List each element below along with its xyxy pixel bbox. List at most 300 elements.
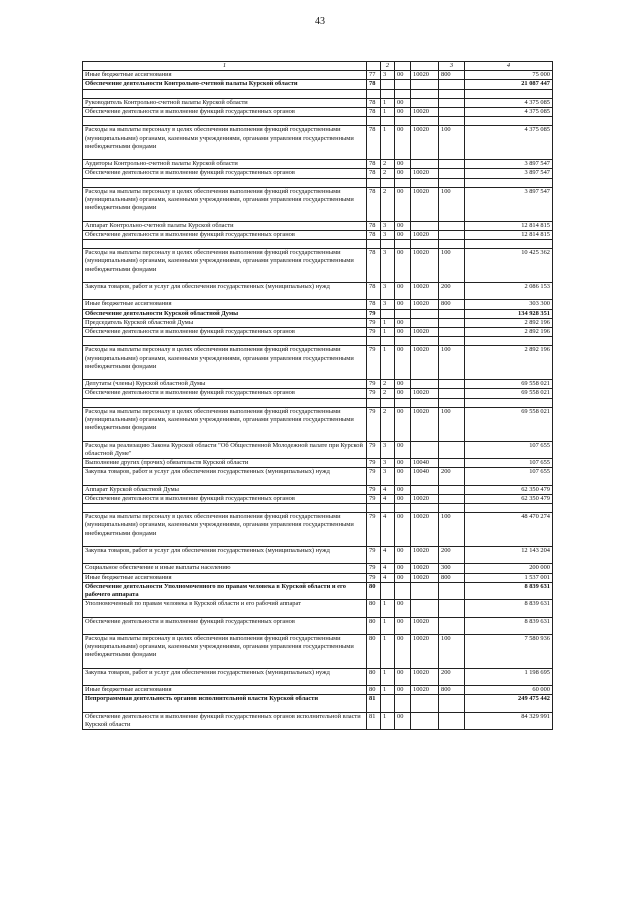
- row-code-c-cell: 00: [395, 300, 411, 309]
- row-expense-type-cell: [439, 712, 465, 729]
- row-code-c-cell: 00: [395, 346, 411, 380]
- table-row: [83, 71, 553, 80]
- row-name-cell: Непрограммная деятельность органов исполнительной власти Курской области: [83, 695, 367, 712]
- table-row: [83, 187, 553, 221]
- row-code-a-cell: 79: [367, 318, 381, 327]
- table-row: [83, 503, 553, 512]
- row-expense-type-cell: 800: [439, 71, 465, 80]
- table-row: [83, 485, 553, 494]
- row-code-c-cell: 00: [395, 187, 411, 221]
- row-code-b-cell: 3: [381, 221, 395, 230]
- row-expense-type-cell: 200: [439, 282, 465, 299]
- row-code-c-cell: 00: [395, 600, 411, 617]
- row-expense-type-cell: 200: [439, 546, 465, 563]
- table-row: [83, 712, 553, 729]
- row-amount-cell: 200 000: [465, 564, 553, 573]
- row-code-a-cell: 79: [367, 546, 381, 563]
- row-amount-cell: 4 375 085: [465, 108, 553, 117]
- header-col-2d: [411, 62, 439, 71]
- row-code-c-cell: 00: [395, 221, 411, 230]
- table-row: [83, 668, 553, 685]
- row-expense-type-cell: 100: [439, 249, 465, 283]
- row-expense-type-cell: [439, 380, 465, 389]
- row-name-cell: Расходы на выплаты персоналу в целях обеспечения выполнения функций государственными (муниципальными) органами, казенными учреждениями, органами управления государственными внебюджетными фондами: [83, 126, 367, 160]
- row-name-cell: Обеспечение деятельности и выполнение функций государственных органов исполнительной власти Курской области: [83, 712, 367, 729]
- row-code-c-cell: 00: [395, 169, 411, 178]
- row-code-c-cell: [395, 80, 411, 89]
- row-code-a-cell: 81: [367, 695, 381, 712]
- row-code-d-cell: 10020: [411, 494, 439, 503]
- row-amount-cell: [465, 398, 553, 407]
- row-code-d-cell: 10040: [411, 458, 439, 467]
- row-amount-cell: [465, 337, 553, 346]
- row-name-cell: Иные бюджетные ассигнования: [83, 300, 367, 309]
- row-code-a-cell: 78: [367, 126, 381, 160]
- row-code-b-cell: 4: [381, 494, 395, 503]
- row-code-c-cell: [395, 398, 411, 407]
- row-code-b-cell: 3: [381, 249, 395, 283]
- row-code-a-cell: 79: [367, 485, 381, 494]
- row-code-d-cell: [411, 221, 439, 230]
- row-code-d-cell: 10020: [411, 230, 439, 239]
- table-row: [83, 617, 553, 634]
- row-expense-type-cell: [439, 617, 465, 634]
- row-code-b-cell: 3: [381, 230, 395, 239]
- row-name-cell: Социальное обеспечение и иные выплаты населению: [83, 564, 367, 573]
- row-code-b-cell: [381, 178, 395, 187]
- row-code-c-cell: 00: [395, 380, 411, 389]
- row-expense-type-cell: [439, 178, 465, 187]
- row-expense-type-cell: [439, 239, 465, 248]
- row-code-d-cell: [411, 380, 439, 389]
- row-code-d-cell: [411, 398, 439, 407]
- table-row: [83, 398, 553, 407]
- row-code-a-cell: 80: [367, 634, 381, 668]
- row-expense-type-cell: [439, 389, 465, 398]
- row-code-a-cell: [367, 337, 381, 346]
- row-expense-type-cell: [439, 309, 465, 318]
- row-expense-type-cell: 100: [439, 126, 465, 160]
- row-code-a-cell: 78: [367, 300, 381, 309]
- table-row: [83, 221, 553, 230]
- row-code-c-cell: 00: [395, 389, 411, 398]
- row-amount-cell: 12 143 204: [465, 546, 553, 563]
- row-code-b-cell: 1: [381, 126, 395, 160]
- row-name-cell: Закупка товаров, работ и услуг для обеспечения государственных (муниципальных) нужд: [83, 546, 367, 563]
- row-code-c-cell: [395, 117, 411, 126]
- row-code-c-cell: 00: [395, 513, 411, 547]
- row-expense-type-cell: 800: [439, 300, 465, 309]
- row-code-a-cell: 79: [367, 573, 381, 582]
- row-amount-cell: 60 000: [465, 686, 553, 695]
- row-code-c-cell: 00: [395, 126, 411, 160]
- table-row: [83, 468, 553, 485]
- row-code-d-cell: 10020: [411, 686, 439, 695]
- row-code-d-cell: [411, 309, 439, 318]
- row-name-cell: Обеспечение деятельности и выполнение функций государственных органов: [83, 169, 367, 178]
- row-code-d-cell: 10020: [411, 71, 439, 80]
- row-code-d-cell: [411, 117, 439, 126]
- row-code-b-cell: 1: [381, 98, 395, 107]
- row-name-cell: [83, 337, 367, 346]
- row-amount-cell: 8 839 631: [465, 617, 553, 634]
- row-amount-cell: [465, 117, 553, 126]
- table-row: [83, 686, 553, 695]
- row-code-b-cell: 4: [381, 513, 395, 547]
- row-code-d-cell: [411, 98, 439, 107]
- row-name-cell: Расходы на выплаты персоналу в целях обеспечения выполнения функций государственными (муниципальными) органами, казенными учреждениями, органами управления государственными внебюджетными фондами: [83, 513, 367, 547]
- page-number: 43: [315, 16, 325, 27]
- row-code-c-cell: 00: [395, 634, 411, 668]
- row-amount-cell: 62 350 479: [465, 494, 553, 503]
- row-name-cell: Обеспечение деятельности и выполнение функций государственных органов: [83, 327, 367, 336]
- row-code-c-cell: 00: [395, 485, 411, 494]
- row-code-c-cell: 00: [395, 668, 411, 685]
- header-col-1: 1: [83, 62, 367, 71]
- row-code-b-cell: 2: [381, 407, 395, 441]
- row-amount-cell: 62 350 479: [465, 485, 553, 494]
- row-amount-cell: 2 086 153: [465, 282, 553, 299]
- row-code-a-cell: 79: [367, 346, 381, 380]
- row-expense-type-cell: [439, 600, 465, 617]
- row-code-a-cell: 78: [367, 221, 381, 230]
- row-code-a-cell: [367, 239, 381, 248]
- row-name-cell: Иные бюджетные ассигнования: [83, 686, 367, 695]
- row-expense-type-cell: [439, 108, 465, 117]
- row-amount-cell: 69 558 021: [465, 407, 553, 441]
- row-code-b-cell: 1: [381, 108, 395, 117]
- header-col-2b: 2: [381, 62, 395, 71]
- row-code-d-cell: 10020: [411, 187, 439, 221]
- row-expense-type-cell: [439, 494, 465, 503]
- row-code-a-cell: 80: [367, 617, 381, 634]
- row-code-d-cell: 10020: [411, 634, 439, 668]
- table-row: [83, 169, 553, 178]
- row-expense-type-cell: [439, 221, 465, 230]
- row-code-b-cell: 1: [381, 712, 395, 729]
- row-name-cell: Иные бюджетные ассигнования: [83, 71, 367, 80]
- row-name-cell: Обеспечение деятельности и выполнение функций государственных органов: [83, 617, 367, 634]
- row-code-c-cell: 00: [395, 573, 411, 582]
- row-amount-cell: 249 475 442: [465, 695, 553, 712]
- row-amount-cell: 2 892 196: [465, 327, 553, 336]
- row-expense-type-cell: 800: [439, 686, 465, 695]
- header-col-2c: [395, 62, 411, 71]
- row-amount-cell: 10 425 362: [465, 249, 553, 283]
- row-expense-type-cell: 200: [439, 468, 465, 485]
- row-code-a-cell: [367, 117, 381, 126]
- row-code-c-cell: 00: [395, 441, 411, 458]
- row-code-d-cell: 10020: [411, 108, 439, 117]
- row-amount-cell: 1 537 001: [465, 573, 553, 582]
- row-code-d-cell: 10020: [411, 282, 439, 299]
- row-code-a-cell: 78: [367, 80, 381, 89]
- table-row: [83, 494, 553, 503]
- table-row: [83, 239, 553, 248]
- row-expense-type-cell: [439, 337, 465, 346]
- row-name-cell: Обеспечение деятельности Уполномоченного по правам человека в Курской области и его рабочего аппарата: [83, 582, 367, 599]
- row-code-c-cell: [395, 503, 411, 512]
- row-amount-cell: [465, 89, 553, 98]
- row-code-a-cell: 77: [367, 71, 381, 80]
- row-name-cell: Обеспечение деятельности Контрольно-счетной палаты Курской области: [83, 80, 367, 89]
- row-code-b-cell: 2: [381, 160, 395, 169]
- row-code-b-cell: 2: [381, 389, 395, 398]
- row-expense-type-cell: 100: [439, 346, 465, 380]
- row-code-d-cell: 10020: [411, 546, 439, 563]
- row-code-a-cell: [367, 398, 381, 407]
- table-row: [83, 380, 553, 389]
- row-code-a-cell: [367, 178, 381, 187]
- row-amount-cell: [465, 239, 553, 248]
- table-row: [83, 108, 553, 117]
- row-expense-type-cell: 100: [439, 513, 465, 547]
- row-code-b-cell: 1: [381, 617, 395, 634]
- row-expense-type-cell: [439, 458, 465, 467]
- row-code-c-cell: [395, 337, 411, 346]
- row-name-cell: Закупка товаров, работ и услуг для обеспечения государственных (муниципальных) нужд: [83, 468, 367, 485]
- table-row: [83, 389, 553, 398]
- table-row: [83, 300, 553, 309]
- row-code-b-cell: [381, 80, 395, 89]
- row-code-b-cell: 2: [381, 169, 395, 178]
- row-expense-type-cell: [439, 485, 465, 494]
- row-code-b-cell: 1: [381, 346, 395, 380]
- row-code-c-cell: [395, 695, 411, 712]
- table-row: [83, 327, 553, 336]
- row-name-cell: Аппарат Курской областной Думы: [83, 485, 367, 494]
- row-amount-cell: 75 000: [465, 71, 553, 80]
- row-code-b-cell: 3: [381, 468, 395, 485]
- row-expense-type-cell: 800: [439, 573, 465, 582]
- table-row: [83, 318, 553, 327]
- table-row: [83, 600, 553, 617]
- row-code-a-cell: 80: [367, 582, 381, 599]
- row-amount-cell: 303 300: [465, 300, 553, 309]
- table-row: [83, 346, 553, 380]
- row-code-a-cell: 80: [367, 686, 381, 695]
- row-expense-type-cell: [439, 160, 465, 169]
- row-code-b-cell: 4: [381, 485, 395, 494]
- table-row: [83, 160, 553, 169]
- row-code-c-cell: 00: [395, 407, 411, 441]
- row-code-a-cell: 79: [367, 441, 381, 458]
- row-code-a-cell: 79: [367, 389, 381, 398]
- row-code-b-cell: [381, 695, 395, 712]
- row-name-cell: Расходы на выплаты персоналу в целях обеспечения выполнения функций государственными (муниципальными) органами, казенными учреждениями, органами управления государственными внебюджетными фондами: [83, 346, 367, 380]
- row-code-b-cell: 3: [381, 458, 395, 467]
- row-name-cell: Расходы на выплаты персоналу в целях обеспечения выполнения функций государственными (муниципальными) органами, казенными учреждениями, органами управления государственными внебюджетными фондами: [83, 187, 367, 221]
- row-name-cell: Обеспечение деятельности и выполнение функций государственных органов: [83, 389, 367, 398]
- row-amount-cell: 1 198 695: [465, 668, 553, 685]
- row-code-a-cell: 79: [367, 494, 381, 503]
- row-code-c-cell: 00: [395, 494, 411, 503]
- row-name-cell: Аппарат Контрольно-счетной палаты Курской области: [83, 221, 367, 230]
- table-row: [83, 513, 553, 547]
- table-row: [83, 80, 553, 89]
- row-amount-cell: [465, 503, 553, 512]
- row-code-a-cell: 78: [367, 187, 381, 221]
- table-row: [83, 230, 553, 239]
- row-code-d-cell: 10020: [411, 300, 439, 309]
- row-code-c-cell: [395, 178, 411, 187]
- row-amount-cell: 12 814 815: [465, 230, 553, 239]
- row-code-d-cell: [411, 582, 439, 599]
- row-code-c-cell: 00: [395, 468, 411, 485]
- row-amount-cell: 21 087 447: [465, 80, 553, 89]
- row-code-a-cell: 78: [367, 160, 381, 169]
- row-code-b-cell: 1: [381, 318, 395, 327]
- row-amount-cell: 4 375 085: [465, 126, 553, 160]
- budget-table: [82, 61, 553, 730]
- row-code-b-cell: 2: [381, 380, 395, 389]
- row-code-b-cell: 3: [381, 71, 395, 80]
- row-code-b-cell: [381, 337, 395, 346]
- row-code-d-cell: [411, 712, 439, 729]
- row-name-cell: Закупка товаров, работ и услуг для обеспечения государственных (муниципальных) нужд: [83, 282, 367, 299]
- row-code-c-cell: [395, 309, 411, 318]
- row-name-cell: Расходы на реализацию Закона Курской области "Об Общественной Молодежной палате при Курской областной Думе": [83, 441, 367, 458]
- row-code-d-cell: 10020: [411, 169, 439, 178]
- row-code-c-cell: 00: [395, 282, 411, 299]
- row-amount-cell: 8 839 631: [465, 582, 553, 599]
- row-code-c-cell: 00: [395, 546, 411, 563]
- row-amount-cell: 7 580 936: [465, 634, 553, 668]
- table-row: [83, 458, 553, 467]
- row-expense-type-cell: [439, 327, 465, 336]
- row-code-a-cell: 81: [367, 712, 381, 729]
- row-amount-cell: 48 470 274: [465, 513, 553, 547]
- row-code-c-cell: 00: [395, 230, 411, 239]
- row-code-d-cell: [411, 178, 439, 187]
- row-code-d-cell: [411, 89, 439, 98]
- row-amount-cell: 134 928 351: [465, 309, 553, 318]
- row-expense-type-cell: 100: [439, 407, 465, 441]
- row-amount-cell: 69 558 021: [465, 389, 553, 398]
- row-code-c-cell: 00: [395, 712, 411, 729]
- row-code-d-cell: [411, 80, 439, 89]
- row-expense-type-cell: 300: [439, 564, 465, 573]
- row-code-a-cell: 79: [367, 380, 381, 389]
- row-code-b-cell: 4: [381, 573, 395, 582]
- row-code-c-cell: 00: [395, 98, 411, 107]
- row-expense-type-cell: [439, 80, 465, 89]
- row-code-a-cell: 79: [367, 327, 381, 336]
- row-amount-cell: 107 655: [465, 468, 553, 485]
- row-expense-type-cell: 100: [439, 634, 465, 668]
- row-expense-type-cell: [439, 582, 465, 599]
- row-code-d-cell: 10020: [411, 617, 439, 634]
- row-name-cell: Иные бюджетные ассигнования: [83, 573, 367, 582]
- row-name-cell: Расходы на выплаты персоналу в целях обеспечения выполнения функций государственными (муниципальными) органами, казенными учреждениями, органами управления государственными внебюджетными фондами: [83, 634, 367, 668]
- row-code-a-cell: 78: [367, 230, 381, 239]
- header-col-2a: [367, 62, 381, 71]
- table-row: [83, 564, 553, 573]
- row-amount-cell: 3 897 547: [465, 187, 553, 221]
- row-name-cell: [83, 503, 367, 512]
- row-expense-type-cell: [439, 117, 465, 126]
- row-expense-type-cell: [439, 169, 465, 178]
- table-row: [83, 546, 553, 563]
- row-code-c-cell: 00: [395, 318, 411, 327]
- row-code-d-cell: 10020: [411, 249, 439, 283]
- row-code-d-cell: 10020: [411, 513, 439, 547]
- table-row: [83, 582, 553, 599]
- row-code-b-cell: 1: [381, 634, 395, 668]
- row-name-cell: Расходы на выплаты персоналу в целях обеспечения выполнения функций государственными (муниципальными) органами, казенными учреждениями, органами управления государственными внебюджетными фондами: [83, 249, 367, 283]
- row-name-cell: Расходы на выплаты персоналу в целях обеспечения выполнения функций государственными (муниципальными) органами, казенными учреждениями, органами управления государственными внебюджетными фондами: [83, 407, 367, 441]
- row-code-a-cell: 79: [367, 458, 381, 467]
- row-code-d-cell: 10020: [411, 668, 439, 685]
- row-code-c-cell: 00: [395, 617, 411, 634]
- row-code-d-cell: 10020: [411, 564, 439, 573]
- row-code-d-cell: 10020: [411, 327, 439, 336]
- row-code-a-cell: 79: [367, 407, 381, 441]
- row-code-a-cell: 80: [367, 668, 381, 685]
- row-code-c-cell: 00: [395, 108, 411, 117]
- row-expense-type-cell: [439, 318, 465, 327]
- row-code-b-cell: 1: [381, 686, 395, 695]
- row-code-d-cell: [411, 695, 439, 712]
- row-name-cell: Аудиторы Контрольно-счетной палаты Курской области: [83, 160, 367, 169]
- row-amount-cell: 3 897 547: [465, 160, 553, 169]
- row-code-b-cell: 4: [381, 564, 395, 573]
- row-code-c-cell: 00: [395, 160, 411, 169]
- row-code-d-cell: [411, 337, 439, 346]
- row-code-a-cell: 78: [367, 282, 381, 299]
- row-name-cell: Руководитель Контрольно-счетной палаты Курской области: [83, 98, 367, 107]
- row-amount-cell: 12 814 815: [465, 221, 553, 230]
- row-expense-type-cell: 200: [439, 668, 465, 685]
- row-code-d-cell: [411, 160, 439, 169]
- row-code-b-cell: 3: [381, 441, 395, 458]
- row-code-b-cell: [381, 398, 395, 407]
- row-code-b-cell: 3: [381, 282, 395, 299]
- row-code-b-cell: 1: [381, 600, 395, 617]
- row-code-b-cell: [381, 89, 395, 98]
- table-row: [83, 337, 553, 346]
- row-amount-cell: 69 558 021: [465, 380, 553, 389]
- row-code-c-cell: 00: [395, 564, 411, 573]
- row-code-a-cell: 78: [367, 169, 381, 178]
- row-name-cell: Депутаты (члены) Курской областной Думы: [83, 380, 367, 389]
- row-amount-cell: 2 892 196: [465, 318, 553, 327]
- table-row: [83, 126, 553, 160]
- table-row: [83, 282, 553, 299]
- row-code-d-cell: 10020: [411, 346, 439, 380]
- row-code-b-cell: 2: [381, 187, 395, 221]
- row-code-a-cell: 78: [367, 249, 381, 283]
- row-code-c-cell: [395, 89, 411, 98]
- row-expense-type-cell: 100: [439, 187, 465, 221]
- row-name-cell: [83, 398, 367, 407]
- row-code-b-cell: [381, 582, 395, 599]
- table-row: [83, 634, 553, 668]
- row-code-b-cell: [381, 309, 395, 318]
- row-expense-type-cell: [439, 441, 465, 458]
- row-name-cell: Обеспечение деятельности и выполнение функций государственных органов: [83, 494, 367, 503]
- row-amount-cell: 8 839 631: [465, 600, 553, 617]
- table-row: [83, 573, 553, 582]
- row-code-d-cell: [411, 441, 439, 458]
- row-amount-cell: 107 655: [465, 458, 553, 467]
- row-code-c-cell: [395, 582, 411, 599]
- row-amount-cell: 107 655: [465, 441, 553, 458]
- row-code-d-cell: 10020: [411, 389, 439, 398]
- row-code-b-cell: [381, 503, 395, 512]
- header-col-3: 3: [439, 62, 465, 71]
- row-code-a-cell: 79: [367, 564, 381, 573]
